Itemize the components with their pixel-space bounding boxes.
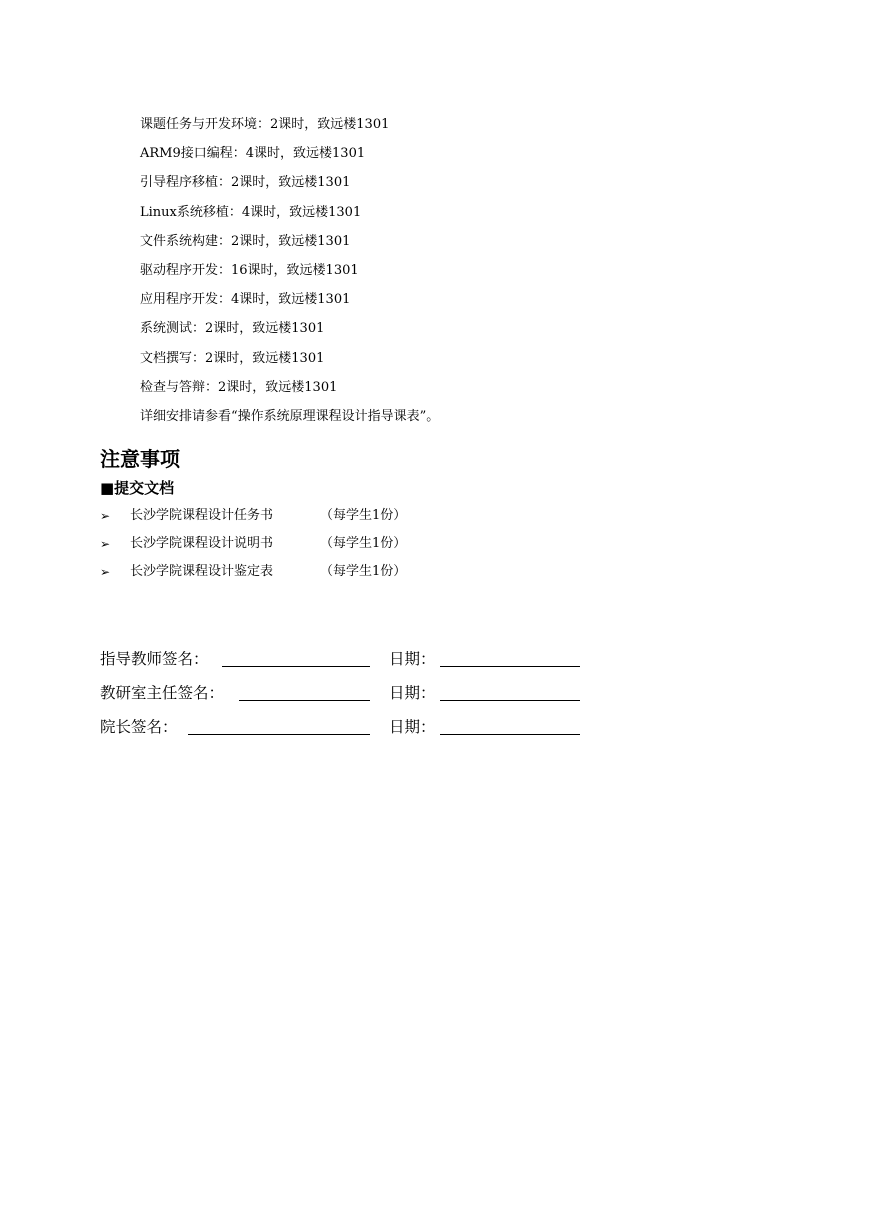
schedule-line: 应用程序开发：4课时，致远楼1301 (140, 292, 351, 308)
date-line[interactable] (440, 700, 580, 701)
signature-label: 教研室主任签名： (100, 684, 225, 702)
signature-line[interactable] (222, 666, 370, 667)
date-label: 日期： (389, 684, 436, 702)
document-name: 长沙学院课程设计任务书 (130, 508, 274, 523)
schedule-note: 详细安排请参看“操作系统原理课程设计指导课表”。 (140, 408, 440, 424)
arrow-bullet-icon: ➢ (100, 565, 111, 579)
schedule-line: 文件系统构建：2课时，致远楼1301 (140, 233, 351, 249)
document-copies: （每学生1份） (320, 536, 407, 551)
schedule-line: 系统测试：2课时，致远楼1301 (140, 321, 325, 337)
signature-row-instructor (100, 644, 700, 678)
list-item (100, 530, 700, 558)
schedule-line: ARM9接口编程：4课时，致远楼1301 (140, 146, 366, 162)
document-copies: （每学生1份） (320, 564, 407, 579)
notes-heading: 注意事项 (100, 447, 180, 471)
signature-block (100, 644, 700, 746)
list-item (100, 502, 700, 530)
submit-documents-list (100, 502, 700, 586)
schedule-line: 驱动程序开发：16课时，致远楼1301 (140, 262, 359, 278)
signature-row-dean (100, 712, 700, 746)
date-label: 日期： (389, 650, 436, 668)
date-label: 日期： (389, 718, 436, 736)
signature-row-department-head (100, 678, 700, 712)
arrow-bullet-icon: ➢ (100, 509, 111, 523)
schedule-line: Linux系统移植：4课时，致远楼1301 (140, 204, 362, 220)
signature-label: 指导教师签名： (100, 650, 209, 668)
signature-line[interactable] (188, 734, 370, 735)
schedule-line: 检查与答辩：2课时，致远楼1301 (140, 379, 338, 395)
document-name: 长沙学院课程设计鉴定表 (130, 564, 274, 579)
date-line[interactable] (440, 666, 580, 667)
document-name: 长沙学院课程设计说明书 (130, 536, 274, 551)
schedule-line: 文档撰写：2课时，致远楼1301 (140, 350, 325, 366)
submit-documents-heading: ■提交文档 (100, 479, 175, 497)
signature-line[interactable] (239, 700, 370, 701)
schedule-line: 引导程序移植：2课时，致远楼1301 (140, 175, 351, 191)
date-line[interactable] (440, 734, 580, 735)
signature-label: 院长签名： (100, 718, 178, 736)
document-copies: （每学生1份） (320, 508, 407, 523)
course-schedule (140, 110, 800, 431)
arrow-bullet-icon: ➢ (100, 537, 111, 551)
schedule-line: 课题任务与开发环境：2课时，致远楼1301 (140, 117, 390, 132)
list-item (100, 558, 700, 586)
